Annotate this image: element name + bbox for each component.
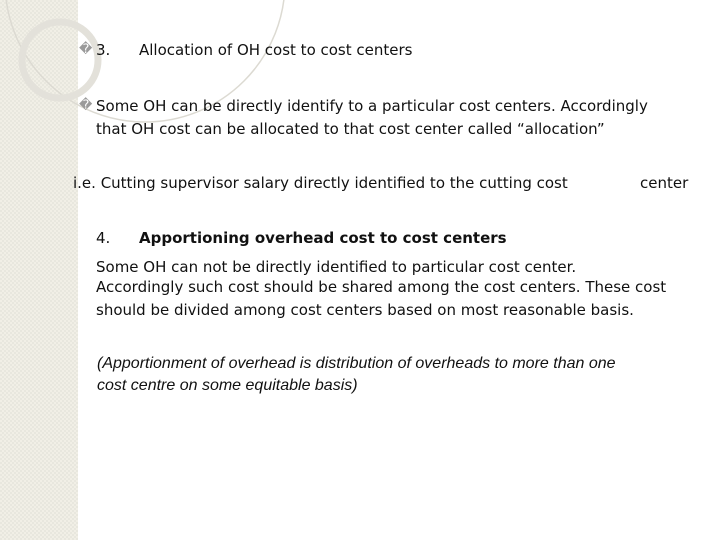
bullet-icon: � (79, 98, 93, 113)
bullet-icon: � (79, 42, 93, 57)
example-text: i.e. Cutting supervisor salary directly identified to the cutting cost (73, 174, 568, 192)
note-line-1: (Apportionment of overhead is distribution of overheads to more than one (97, 355, 616, 372)
decorative-circle-ring (22, 22, 98, 98)
item-3-number: 3. (96, 41, 111, 59)
example-text-tail: center (640, 174, 689, 192)
item-3-body-line-1: Some OH can be directly identify to a particular cost centers. Accordingly (96, 97, 648, 115)
note-line-2: cost centre on some equitable basis) (97, 377, 358, 394)
item-3-body-line-2: that OH cost can be allocated to that cost center called “allocation” (96, 120, 605, 138)
item-4-heading: Apportioning overhead cost to cost centers (139, 229, 507, 247)
item-3-heading: Allocation of OH cost to cost centers (139, 41, 413, 59)
item-4-number: 4. (96, 229, 111, 247)
item-4-body-line-3: should be divided among cost centers based on most reasonable basis. (96, 301, 634, 319)
item-4-body-line-1: Some OH can not be directly identified to particular cost center. (96, 258, 577, 276)
item-4-body-line-2: Accordingly such cost should be shared among the cost centers. These cost (96, 278, 667, 296)
